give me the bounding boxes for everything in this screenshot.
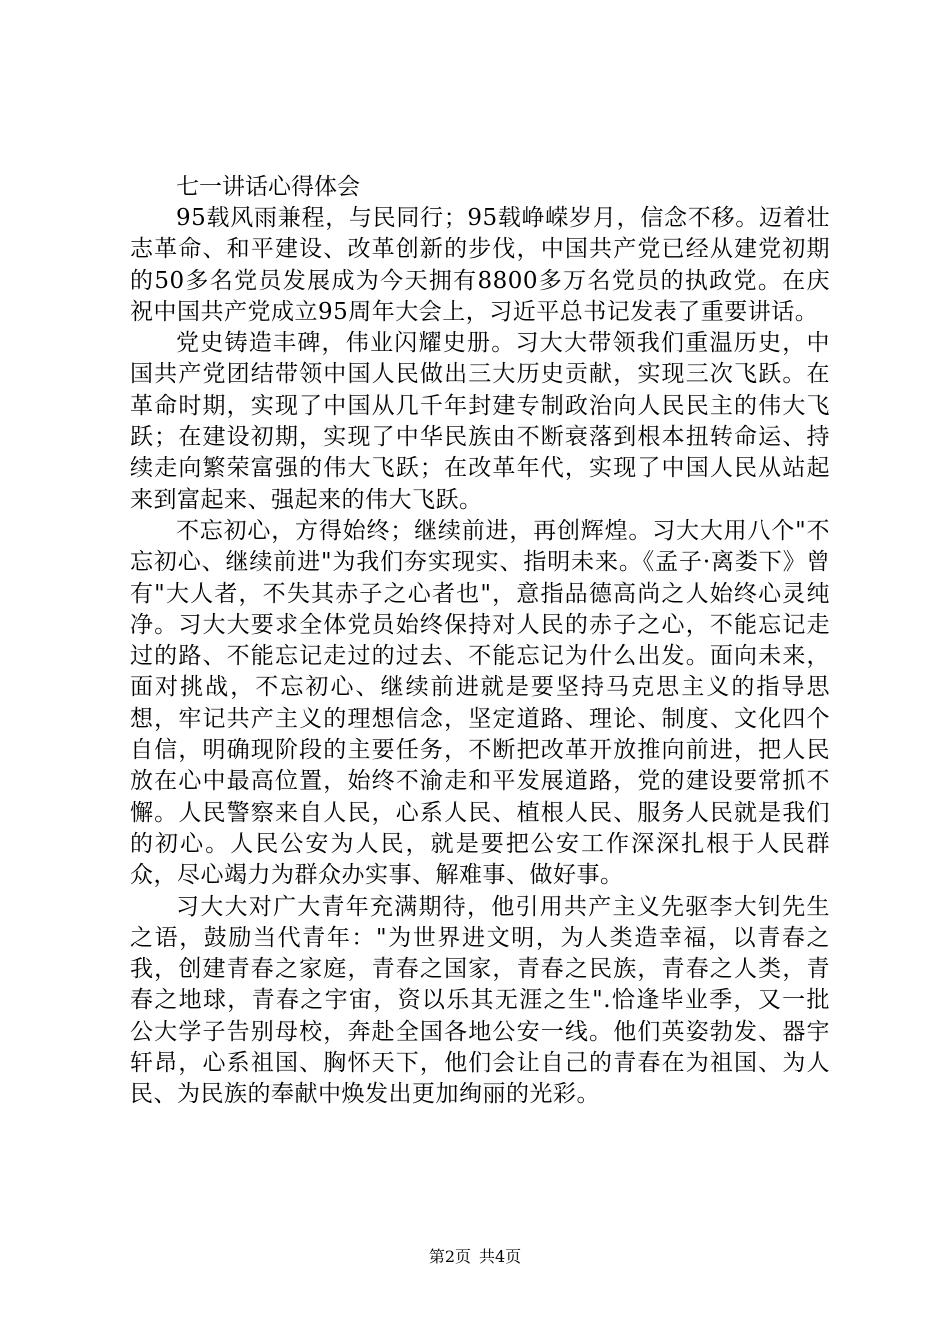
paragraph-4: 习大大对广大青年充满期待，他引用共产主义先驱李大钊先生之语，鼓励当代青年："为世界进文明，为人类造幸福，以青春之我，创建青春之家庭，青春之国家，青春之民族，青春之人类，青春之地球，青春之宇宙，资以乐其无涯之生".恰逢毕业季，又一批公大学子告别母校，奔赴全国各地公安一线。他们英姿勃发、器宇轩昂，心系祖国、胸怀天下，他们会让自己的青春在为祖国、为人民、为民族的奉献中焕发出更加绚丽的光彩。: [130, 893, 830, 1108]
paragraph-2: 党史铸造丰碑，伟业闪耀史册。习大大带领我们重温历史，中国共产党团结带领中国人民做出三大历史贡献，实现三次飞跃。在革命时期，实现了中国从几千年封建专制政治向人民民主的伟大飞跃；在建设初期，实现了中华民族由不断衰落到根本扭转命运、持续走向繁荣富强的伟大飞跃；在改革年代，实现了中国人民从站起来到富起来、强起来的伟大飞跃。: [130, 330, 830, 513]
page-number: 第2页: [428, 1247, 471, 1266]
document-title: 七一讲话心得体会: [176, 174, 360, 200]
paragraph-1: 95载风雨兼程，与民同行；95载峥嵘岁月，信念不移。迈着壮志革命、和平建设、改革创新的步伐，中国共产党已经从建党初期的50多名党员发展成为今天拥有8800多万名党员的执政党。在庆祝中国共产党成立95周年大会上，习近平总书记发表了重要讲话。: [130, 205, 830, 325]
paragraph-3: 不忘初心，方得始终；继续前进，再创辉煌。习大大用八个"不忘初心、继续前进"为我们夯实现实、指明未来。《孟子·离娄下》曾有"大人者，不失其赤子之心者也"，意指品德高尚之人始终心灵纯净。习大大要求全体党员始终保持对人民的赤子之心，不能忘记走过的路、不能忘记走过的过去、不能忘记为什么出发。面向未来，面对挑战，不忘初心、继续前进就是要坚持马克思主义的指导思想，牢记共产主义的理想信念，坚定道路、理论、制度、文化四个自信，明确现阶段的主要任务，不断把改革开放推向前进，把人民放在心中最高位置，始终不渝走和平发展道路，党的建设要常抓不懈。人民警察来自人民，心系人民、植根人民、服务人民就是我们的初心。人民公安为人民，就是要把公安工作深深扎根于人民群众，尽心竭力为群众办实事、解难事、做好事。: [130, 517, 830, 889]
page-total: 共4页: [479, 1247, 522, 1266]
page-footer: [0, 1247, 950, 1267]
document-body: [130, 172, 830, 1111]
